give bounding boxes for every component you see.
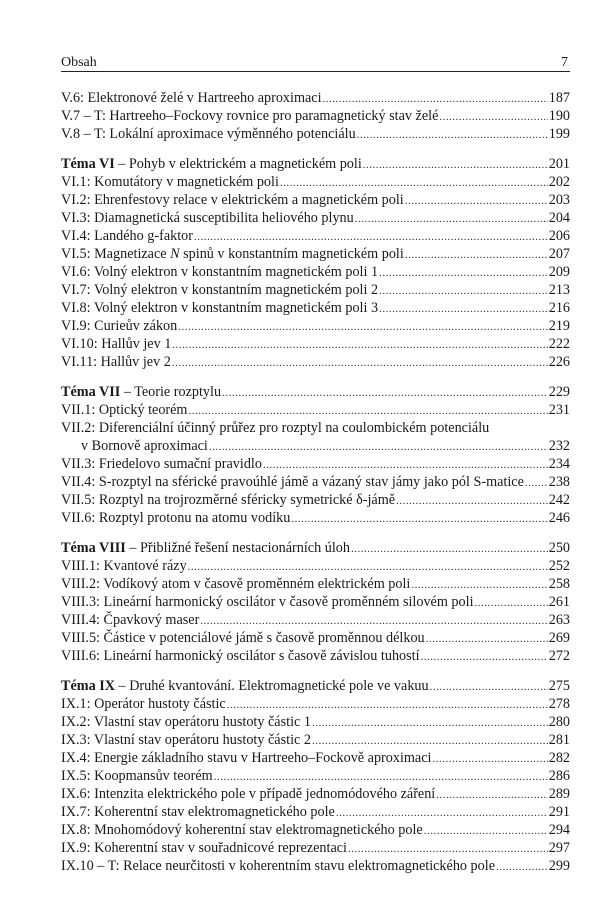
entry-label: VII.4: S-rozptyl na sférické pravoúhlé jámě a vázaný stav jámy jako pól S-matice [61, 474, 524, 490]
dot-leader [439, 108, 547, 126]
dot-leader [436, 786, 547, 804]
dot-leader [227, 696, 548, 714]
entry-page-number: 213 [548, 282, 570, 298]
entry-page-number: 250 [548, 540, 570, 556]
entry-label: IX.2: Vlastní stav operátoru hustoty částic 1 [61, 714, 311, 730]
toc-entry [61, 335, 570, 353]
toc-entry [61, 509, 570, 527]
entry-label: IX.6: Intenzita elektrického pole v případě jednomódového záření [61, 786, 436, 802]
toc-entry [61, 245, 570, 263]
topic-number: Téma VIII [61, 540, 126, 556]
entry-page-number: 199 [548, 126, 570, 142]
dot-leader [411, 576, 547, 594]
toc-entry [61, 647, 570, 665]
entry-page-number: 190 [548, 108, 570, 124]
entry-page-number: 219 [548, 318, 570, 334]
entry-label: IX.3: Vlastní stav operátoru hustoty částic 2 [61, 732, 311, 748]
toc-entry [61, 353, 570, 371]
entry-label: V.7 – T: Hartreeho–Fockovy rovnice pro paramagnetický stav želé [61, 108, 439, 124]
entry-page-number: 216 [548, 300, 570, 316]
topic-title: – Pohyb v elektrickém a magnetickém poli [114, 156, 362, 172]
dot-leader [172, 354, 548, 372]
dot-leader [263, 456, 548, 474]
entry-label: VII.3: Friedelovo sumační pravidlo [61, 456, 262, 472]
dot-leader [405, 192, 548, 210]
dot-leader [351, 540, 548, 558]
entry-page-number: 252 [548, 558, 570, 574]
toc-entry [61, 281, 570, 299]
toc-entry [61, 125, 570, 143]
dot-leader [405, 246, 548, 264]
entry-label: IX.4: Energie základního stavu v Hartreeho–Fockově aproximaci [61, 750, 432, 766]
dot-leader [200, 612, 547, 630]
entry-label: VII.5: Rozptyl na trojrozměrné sféricky symetrické δ-jámě [61, 492, 396, 508]
entry-label [61, 677, 429, 695]
entry-page-number: 234 [548, 456, 570, 472]
entry-label [61, 155, 362, 173]
toc-section [61, 383, 570, 527]
entry-label: VIII.4: Čpavkový maser [61, 612, 200, 628]
dot-leader [188, 402, 547, 420]
topic-heading [61, 539, 570, 557]
dot-leader [355, 210, 548, 228]
dot-leader [280, 174, 548, 192]
entry-page-number: 232 [548, 438, 570, 454]
toc-entry [61, 767, 570, 785]
dot-leader [172, 336, 547, 354]
entry-label: IX.10 – T: Relace neurčitosti v koherentním stavu elektromagnetického pole [61, 858, 495, 874]
dot-leader [312, 732, 548, 750]
dot-leader [188, 558, 548, 576]
toc-entry [61, 473, 570, 491]
toc-entry [61, 593, 570, 611]
toc-entry [61, 455, 570, 473]
entry-label: VI.10: Hallův jev 1 [61, 336, 172, 352]
entry-label: VI.4: Landého g-faktor [61, 228, 193, 244]
entry-page-number: 275 [548, 678, 570, 694]
entry-label: VI.9: Curieův zákon [61, 318, 178, 334]
running-header [61, 55, 570, 72]
topic-heading [61, 677, 570, 695]
toc-entry [61, 209, 570, 227]
entry-page-number: 201 [548, 156, 570, 172]
entry-label: VI.8: Volný elektron v konstantním magnetickém poli 3 [61, 300, 379, 316]
header-page-number: 7 [561, 55, 568, 70]
toc-entry [61, 401, 570, 419]
topic-heading [61, 155, 570, 173]
table-of-contents [61, 89, 570, 887]
entry-page-number: 204 [548, 210, 570, 226]
entry-page-number: 272 [548, 648, 570, 664]
topic-title: – Druhé kvantování. Elektromagnetické pole ve vakuu [115, 678, 429, 694]
entry-page-number: 281 [548, 732, 570, 748]
toc-entry [61, 227, 570, 245]
toc-entry [61, 611, 570, 629]
toc-entry [61, 857, 570, 875]
entry-label: VIII.1: Kvantové rázy [61, 558, 187, 574]
dot-leader [475, 594, 548, 612]
entry-page-number: 229 [548, 384, 570, 400]
entry-label: IX.1: Operátor hustoty částic [61, 696, 226, 712]
dot-leader [209, 438, 548, 456]
toc-entry [61, 695, 570, 713]
dot-leader [496, 858, 548, 876]
toc-entry [61, 107, 570, 125]
entry-page-number: 231 [548, 402, 570, 418]
entry-label: VI.2: Ehrenfestovy relace v elektrickém a magnetickém poli [61, 192, 404, 208]
entry-label: VIII.3: Lineární harmonický oscilátor v časově proměnném silovém poli [61, 594, 474, 610]
entry-label: VI.6: Volný elektron v konstantním magnetickém poli 1 [61, 264, 379, 280]
dot-leader [323, 90, 548, 108]
entry-page-number: 263 [548, 612, 570, 628]
entry-page-number: 242 [548, 492, 570, 508]
entry-label: IX.8: Mnohomódový koherentní stav elektromagnetického pole [61, 822, 423, 838]
entry-page-number: 278 [548, 696, 570, 712]
dot-leader [379, 264, 548, 282]
entry-page-number: 206 [548, 228, 570, 244]
topic-heading [61, 383, 570, 401]
entry-page-number: 291 [548, 804, 570, 820]
toc-entry [61, 299, 570, 317]
toc-entry [61, 419, 570, 437]
dot-leader [424, 822, 548, 840]
entry-page-number: 238 [548, 474, 570, 490]
entry-label: VII.2: Diferenciální účinný průřez pro rozptyl na coulombickém potenciálu [61, 420, 490, 436]
entry-page-number: 261 [548, 594, 570, 610]
toc-entry [61, 557, 570, 575]
entry-label: V.8 – T: Lokální aproximace výměnného potenciálu [61, 126, 356, 142]
dot-leader [291, 510, 547, 528]
dot-leader [379, 300, 548, 318]
toc-entry [61, 491, 570, 509]
entry-page-number: 289 [548, 786, 570, 802]
entry-page-number: 202 [548, 174, 570, 190]
dot-leader [363, 156, 548, 174]
dot-leader [178, 318, 547, 336]
entry-page-number: 282 [548, 750, 570, 766]
entry-page-number: 280 [548, 714, 570, 730]
dot-leader [396, 492, 548, 510]
dot-leader [357, 126, 548, 144]
entry-page-number: 187 [548, 90, 570, 106]
entry-page-number: 294 [548, 822, 570, 838]
topic-title: – Teorie rozptylu [120, 384, 222, 400]
entry-label: VII.6: Rozptyl protonu na atomu vodíku [61, 510, 291, 526]
toc-entry [61, 713, 570, 731]
toc-entry [61, 89, 570, 107]
entry-page-number: 203 [548, 192, 570, 208]
toc-entry [61, 749, 570, 767]
entry-label: VIII.5: Částice v potenciálové jámě s časově proměnnou délkou [61, 630, 425, 646]
toc-entry [61, 821, 570, 839]
entry-label: v Bornově aproximaci [81, 438, 208, 454]
entry-label: IX.9: Koherentní stav v souřadnicové reprezentaci [61, 840, 348, 856]
entry-label [61, 539, 350, 557]
dot-leader [430, 678, 548, 696]
entry-page-number: 209 [548, 264, 570, 280]
toc-entry-continuation [61, 437, 570, 455]
topic-number: Téma VII [61, 384, 121, 400]
toc-section [61, 677, 570, 875]
entry-label: VIII.6: Lineární harmonický oscilátor s časově závislou tuhostí [61, 648, 420, 664]
dot-leader [379, 282, 548, 300]
toc-entry [61, 785, 570, 803]
toc-entry [61, 263, 570, 281]
toc-section [61, 539, 570, 665]
dot-leader [194, 228, 548, 246]
entry-label: V.6: Elektronové želé v Hartreeho aproximaci [61, 90, 322, 106]
entry-label: VIII.2: Vodíkový atom v časově proměnném elektrickém poli [61, 576, 411, 592]
entry-label: IX.7: Koherentní stav elektromagnetického pole [61, 804, 335, 820]
entry-label: VI.1: Komutátory v magnetickém poli [61, 174, 279, 190]
dot-leader [222, 384, 548, 402]
dot-leader [348, 840, 548, 858]
entry-page-number: 226 [548, 354, 570, 370]
entry-page-number: 246 [548, 510, 570, 526]
entry-label: VI.3: Diamagnetická susceptibilita heliového plynu [61, 210, 354, 226]
dot-leader [214, 768, 548, 786]
dot-leader [312, 714, 548, 732]
topic-title: – Přibližné řešení nestacionárních úloh [125, 540, 350, 556]
header-title: Obsah [61, 55, 97, 70]
toc-entry [61, 317, 570, 335]
entry-label: VI.11: Hallův jev 2 [61, 354, 171, 370]
topic-number: Téma VI [61, 156, 115, 172]
toc-entry [61, 629, 570, 647]
toc-section [61, 155, 570, 371]
toc-entry [61, 575, 570, 593]
entry-page-number: 207 [548, 246, 570, 262]
dot-leader [432, 750, 547, 768]
entry-label: IX.5: Koopmansův teorém [61, 768, 213, 784]
entry-page-number: 286 [548, 768, 570, 784]
entry-label: VI.7: Volný elektron v konstantním magnetickém poli 2 [61, 282, 379, 298]
toc-entry [61, 839, 570, 857]
toc-entry [61, 173, 570, 191]
toc-entry [61, 731, 570, 749]
dot-leader [525, 474, 548, 492]
entry-page-number: 297 [548, 840, 570, 856]
dot-leader [421, 648, 548, 666]
toc-section [61, 89, 570, 143]
entry-label: VII.1: Optický teorém [61, 402, 188, 418]
entry-label: VI.5: Magnetizace N spinů v konstantním magnetickém poli [61, 246, 404, 262]
entry-page-number: 222 [548, 336, 570, 352]
toc-entry [61, 803, 570, 821]
dot-leader [426, 630, 548, 648]
dot-leader [336, 804, 548, 822]
toc-entry [61, 191, 570, 209]
entry-label [61, 383, 221, 401]
entry-page-number: 299 [548, 858, 570, 874]
topic-number: Téma IX [61, 678, 115, 694]
entry-page-number: 258 [548, 576, 570, 592]
entry-page-number: 269 [548, 630, 570, 646]
